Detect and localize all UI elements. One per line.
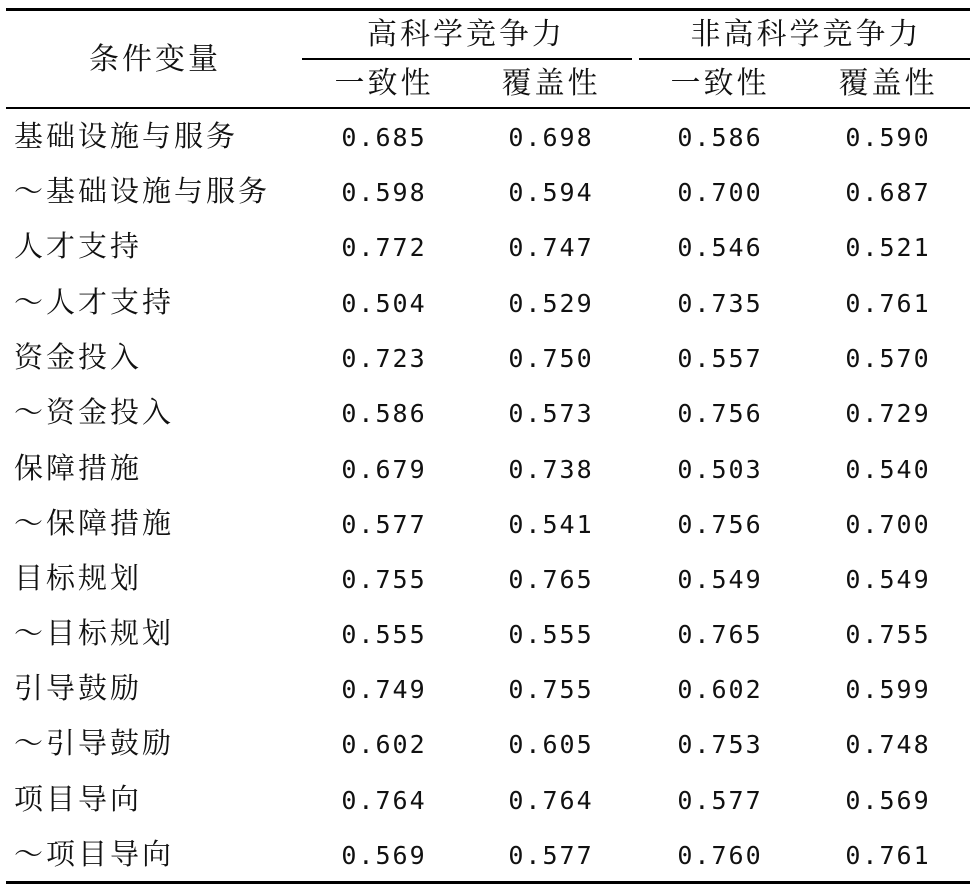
table-cell: 0.599 bbox=[845, 675, 931, 704]
table-cell: 0.761 bbox=[845, 289, 931, 318]
subheader-consistency: 一致性 bbox=[670, 66, 770, 101]
table-cell: 0.755 bbox=[341, 565, 427, 594]
table-cell: 0.756 bbox=[677, 510, 763, 539]
table-cell: 0.765 bbox=[677, 620, 763, 649]
row-label: ～保障措施 bbox=[14, 506, 175, 540]
table-cell: 0.764 bbox=[508, 786, 594, 815]
group-header-high: 高科学竞争力 bbox=[367, 17, 565, 52]
table-cell: 0.605 bbox=[508, 730, 594, 759]
table-cell: 0.549 bbox=[845, 565, 931, 594]
table-cell: 0.577 bbox=[341, 510, 427, 539]
table-cell: 0.594 bbox=[508, 178, 594, 207]
table-cell: 0.503 bbox=[677, 455, 763, 484]
top-rule bbox=[6, 8, 970, 11]
row-label: 项目导向 bbox=[14, 782, 143, 816]
row-label: ～项目导向 bbox=[14, 837, 175, 871]
table-cell: 0.577 bbox=[508, 841, 594, 870]
table-cell: 0.761 bbox=[845, 841, 931, 870]
table-cell: 0.546 bbox=[677, 233, 763, 262]
row-label: 资金投入 bbox=[14, 340, 143, 374]
table-cell: 0.569 bbox=[845, 786, 931, 815]
row-label: 基础设施与服务 bbox=[14, 119, 239, 153]
table-cell: 0.685 bbox=[341, 123, 427, 152]
table-cell: 0.764 bbox=[341, 786, 427, 815]
data-table bbox=[6, 8, 970, 884]
table-cell: 0.529 bbox=[508, 289, 594, 318]
row-label: 目标规划 bbox=[14, 561, 143, 595]
row-label: 保障措施 bbox=[14, 451, 143, 485]
table-cell: 0.753 bbox=[677, 730, 763, 759]
table-cell: 0.602 bbox=[677, 675, 763, 704]
table-cell: 0.755 bbox=[845, 620, 931, 649]
row-label: ～基础设施与服务 bbox=[14, 174, 271, 208]
subheader-coverage: 覆盖性 bbox=[838, 66, 938, 101]
table-cell: 0.679 bbox=[341, 455, 427, 484]
table-cell: 0.586 bbox=[341, 399, 427, 428]
table-cell: 0.504 bbox=[341, 289, 427, 318]
table-cell: 0.598 bbox=[341, 178, 427, 207]
corner-header: 条件变量 bbox=[89, 42, 221, 77]
table-cell: 0.723 bbox=[341, 344, 427, 373]
table-cell: 0.577 bbox=[677, 786, 763, 815]
group-rule-2 bbox=[639, 58, 970, 60]
table-cell: 0.756 bbox=[677, 399, 763, 428]
table-cell: 0.760 bbox=[677, 841, 763, 870]
table-cell: 0.700 bbox=[677, 178, 763, 207]
row-label: 引导鼓励 bbox=[14, 671, 143, 705]
table-cell: 0.555 bbox=[508, 620, 594, 649]
table-cell: 0.772 bbox=[341, 233, 427, 262]
table-cell: 0.729 bbox=[845, 399, 931, 428]
table-cell: 0.687 bbox=[845, 178, 931, 207]
row-label: ～引导鼓励 bbox=[14, 726, 175, 760]
table-cell: 0.738 bbox=[508, 455, 594, 484]
table-cell: 0.540 bbox=[845, 455, 931, 484]
table-cell: 0.590 bbox=[845, 123, 931, 152]
table-cell: 0.602 bbox=[341, 730, 427, 759]
table-cell: 0.698 bbox=[508, 123, 594, 152]
table-cell: 0.573 bbox=[508, 399, 594, 428]
row-label: 人才支持 bbox=[14, 229, 143, 263]
table-cell: 0.748 bbox=[845, 730, 931, 759]
row-label: ～资金投入 bbox=[14, 395, 175, 429]
table-cell: 0.735 bbox=[677, 289, 763, 318]
table-cell: 0.750 bbox=[508, 344, 594, 373]
group-header-non-high: 非高科学竞争力 bbox=[690, 17, 922, 52]
table-cell: 0.586 bbox=[677, 123, 763, 152]
table-cell: 0.569 bbox=[341, 841, 427, 870]
header-rule bbox=[6, 107, 970, 109]
table-cell: 0.765 bbox=[508, 565, 594, 594]
table-cell: 0.755 bbox=[508, 675, 594, 704]
row-label: ～目标规划 bbox=[14, 616, 175, 650]
subheader-coverage: 覆盖性 bbox=[501, 66, 601, 101]
table-cell: 0.557 bbox=[677, 344, 763, 373]
row-label: ～人才支持 bbox=[14, 285, 175, 319]
table-cell: 0.541 bbox=[508, 510, 594, 539]
group-rule-1 bbox=[302, 58, 632, 60]
table-cell: 0.521 bbox=[845, 233, 931, 262]
table-cell: 0.747 bbox=[508, 233, 594, 262]
table-cell: 0.700 bbox=[845, 510, 931, 539]
table-cell: 0.549 bbox=[677, 565, 763, 594]
subheader-consistency: 一致性 bbox=[334, 66, 434, 101]
table-cell: 0.570 bbox=[845, 344, 931, 373]
table-cell: 0.555 bbox=[341, 620, 427, 649]
table-cell: 0.749 bbox=[341, 675, 427, 704]
bottom-rule bbox=[6, 881, 970, 884]
